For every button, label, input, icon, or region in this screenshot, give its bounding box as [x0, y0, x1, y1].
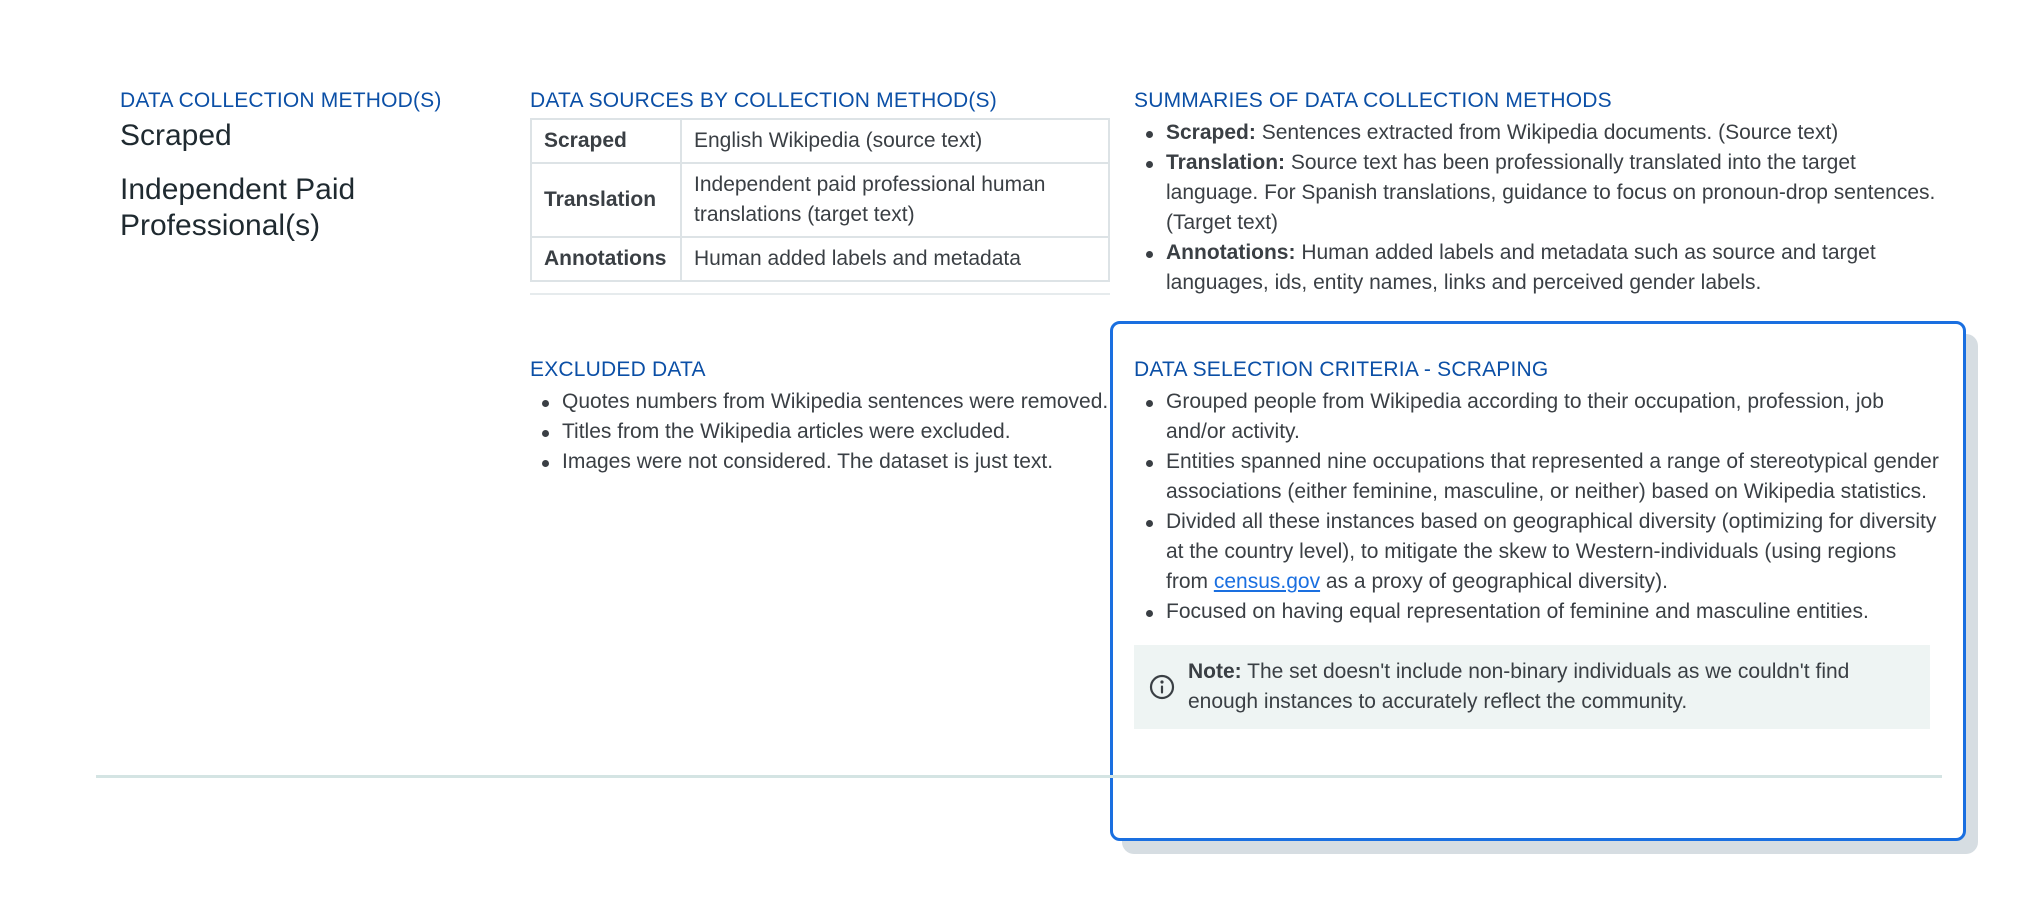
list-item: Quotes numbers from Wikipedia sentences were removed. [530, 387, 1110, 417]
list-item: Titles from the Wikipedia articles were excluded. [530, 417, 1110, 447]
excluded-data-section [530, 357, 1110, 477]
collection-methods-section [120, 88, 460, 244]
list-item [1134, 148, 1944, 238]
summaries-list [1134, 118, 1944, 298]
collection-methods-title: DATA COLLECTION METHOD(S) [120, 89, 442, 112]
summary-text: Human added labels and metadata such as source and target languages, ids, entity names, links and perceived gender labels. [1166, 241, 1876, 294]
data-sources-section [530, 88, 1110, 282]
method-value-scraped: Scraped [120, 119, 232, 152]
table-row [531, 163, 1109, 237]
summary-label: Annotations: [1166, 241, 1296, 264]
list-item: Grouped people from Wikipedia according to their occupation, profession, job and/or activity. [1134, 387, 1944, 447]
summary-text: Source text has been professionally translated into the target language. For Spanish translations, guidance to focus on pronoun-drop sentences. (Target text) [1166, 151, 1936, 234]
summary-label: Scraped: [1166, 121, 1256, 144]
summaries-title: SUMMARIES OF DATA COLLECTION METHODS [1134, 89, 1612, 112]
criteria-text: as a proxy of geographical diversity). [1320, 570, 1668, 593]
table-cell-source: Independent paid professional human translations (target text) [681, 163, 1109, 237]
table-cell-method: Translation [531, 163, 681, 237]
table-cell-method: Scraped [531, 119, 681, 163]
sources-divider [530, 293, 1110, 295]
selection-criteria-title: DATA SELECTION CRITERIA - SCRAPING [1134, 358, 1549, 381]
note-label: Note: [1188, 660, 1242, 683]
list-item [1134, 238, 1944, 298]
excluded-list [530, 387, 1110, 477]
table-cell-method: Annotations [531, 237, 681, 281]
method-value-paid-professional: Independent Paid Professional(s) [120, 173, 356, 242]
bottom-divider [96, 775, 1942, 778]
summary-text: Sentences extracted from Wikipedia documents. (Source text) [1255, 121, 1839, 144]
list-item: Images were not considered. The dataset is just text. [530, 447, 1110, 477]
list-item: Focused on having equal representation of feminine and masculine entities. [1134, 597, 1944, 627]
list-item [1134, 118, 1944, 148]
summary-label: Translation: [1166, 151, 1286, 174]
excluded-data-title: EXCLUDED DATA [530, 358, 706, 381]
table-row [531, 119, 1109, 163]
table-cell-source: English Wikipedia (source text) [681, 119, 1109, 163]
census-gov-link[interactable]: census.gov [1213, 570, 1321, 593]
criteria-text: Divided all these instances based on geographical diversity (optimizing for diversity at the country level), to mitigate the skew to Western-individuals (using regions from [1166, 510, 1937, 593]
table-cell-source: Human added labels and metadata [681, 237, 1109, 281]
list-item: Entities spanned nine occupations that represented a range of stereotypical gender associations (either feminine, masculine, or neither) based on Wikipedia statistics. [1134, 447, 1944, 507]
note-text: The set doesn't include non-binary individuals as we couldn't find enough instances to accurately reflect the community. [1188, 660, 1850, 713]
summaries-section [1134, 88, 1944, 298]
table-row [531, 237, 1109, 281]
data-sources-table [530, 118, 1110, 282]
data-sources-title: DATA SOURCES BY COLLECTION METHOD(S) [530, 89, 997, 112]
highlight-card-border [1110, 321, 1966, 841]
